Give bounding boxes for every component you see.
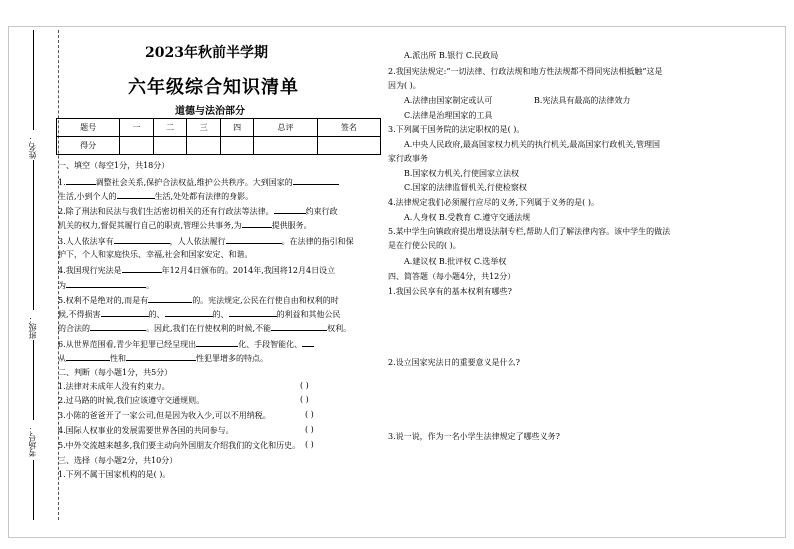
section-fill-blank-heading: 一、填空（每空1分，共18分） <box>58 161 170 170</box>
question-line <box>58 264 335 276</box>
question-text: 提供服务。 <box>271 221 312 230</box>
question-line <box>58 338 314 350</box>
question-text: 6.从世界范围看,青少年犯罪已经呈现出 <box>58 340 197 349</box>
question-text: 约束行政 <box>305 207 338 216</box>
score-table-header-row <box>57 119 381 137</box>
margin-line <box>33 30 34 130</box>
section-short-answer-heading: 四、简答题（每小题4分，共12分） <box>388 272 516 281</box>
short-answer-question: 1.我国公民享有的基本权利有哪些? <box>388 287 512 296</box>
answer-parentheses[interactable]: ( ) <box>305 440 314 449</box>
choice-option: A.中央人民政府,最高国家权力机关的执行机关,最高国家行政机关,管理国 <box>404 140 660 149</box>
answer-blank[interactable] <box>101 308 149 317</box>
score-header-cell: 三 <box>187 119 221 137</box>
question-text: 的。宪法规定,公民在行使自由和权利的时 <box>192 296 339 305</box>
score-header-cell: 二 <box>153 119 187 137</box>
choice-question: 是在行使公民的( )。 <box>388 241 461 250</box>
answer-blank[interactable] <box>66 279 146 288</box>
answer-blank[interactable] <box>122 264 162 273</box>
question-text: 性和 <box>110 354 126 363</box>
question-line <box>58 352 268 364</box>
choice-question: 2.我国宪法规定:“一切法律、行政法规和地方性法规都不得同宪法相抵触”这是 <box>388 67 663 76</box>
judge-question: 5.中外交流越来越多,我们要主动向外国朋友介绍我们的文化和历史。 <box>58 441 301 450</box>
score-cell[interactable] <box>220 137 254 155</box>
choice-option: C.法律是治理国家的工具 <box>404 111 493 120</box>
answer-blank[interactable] <box>242 219 272 228</box>
judge-question: 2.过马路的时候,我们应该遵守交通规则。 <box>58 396 205 405</box>
binding-margin <box>28 30 59 520</box>
judge-question: 3.小陈的爸爸开了一家公司,但是因为收入少,可以不用纳税。 <box>58 411 271 420</box>
question-line <box>58 279 154 291</box>
answer-blank[interactable] <box>165 308 213 317</box>
question-text: 权利。 <box>327 324 352 333</box>
score-cell[interactable] <box>254 137 317 155</box>
answer-parentheses[interactable]: ( ) <box>305 410 314 419</box>
question-text: 。因此,我们在行使权利的时候,不能 <box>146 324 272 333</box>
answer-blank[interactable] <box>302 338 314 347</box>
answer-blank[interactable] <box>196 338 238 347</box>
question-text: 2.除了刑法和民法与我们生活密切相关的还有行政法等法律。 <box>58 207 274 216</box>
score-cell[interactable] <box>153 137 187 155</box>
choice-question: 1.下列不属于国家机构的是( )。 <box>58 470 171 479</box>
question-text: 的、 <box>148 310 165 319</box>
question-text: 1. <box>58 178 66 187</box>
score-table-score-row <box>57 137 381 155</box>
question-text: 性犯罪增多的特点。 <box>196 354 268 363</box>
question-text: ，人人依法履行 <box>169 237 226 246</box>
question-line <box>58 219 312 231</box>
exam-number-label: 考场号： <box>28 425 37 457</box>
answer-blank[interactable] <box>114 235 170 244</box>
question-line: 护下，个人和家庭快乐、幸福,社会和国家安定、和谐。 <box>58 250 253 259</box>
question-line <box>58 205 338 217</box>
judge-question: 1.法律对未成年人没有约束力。 <box>58 382 170 391</box>
answer-blank[interactable] <box>274 205 306 214</box>
answer-parentheses[interactable]: ( ) <box>300 381 309 390</box>
choice-option: A.法律由国家制定或认可 <box>404 96 493 105</box>
short-answer-question: 2.设立国家宪法日的重要意义是什么? <box>388 358 520 367</box>
section-choice-heading: 三、选择（每小题2分，共10分） <box>58 456 178 465</box>
choice-question: 因为( )。 <box>388 81 421 90</box>
question-text: 的、 <box>212 310 229 319</box>
score-header-cell: 签名 <box>317 119 380 137</box>
choice-options: A.派出所 B.银行 C.民政局 <box>404 51 499 60</box>
answer-blank[interactable] <box>226 235 282 244</box>
class-label: 班级： <box>28 315 37 339</box>
margin-line <box>33 460 34 520</box>
score-cell[interactable] <box>187 137 221 155</box>
question-line <box>58 190 253 202</box>
answer-blank[interactable] <box>293 176 339 185</box>
short-answer-question: 3.说一说，作为一名小学生法律规定了哪些义务? <box>388 432 560 441</box>
question-text: 3.人人依法享有 <box>58 237 114 246</box>
choice-question: 3.下列属于国务院的法定职权的是( )。 <box>388 125 525 134</box>
question-line <box>58 308 341 320</box>
choice-options: A.建议权 B.批评权 C.选举权 <box>404 257 507 266</box>
question-text: 的合法的 <box>58 324 90 333</box>
exam-part-title: 道德与法治部分 <box>175 106 245 117</box>
question-line <box>58 176 339 188</box>
question-line <box>58 322 351 334</box>
section-true-false-heading: 二、判断（每小题1分，共5分） <box>58 368 173 377</box>
question-text: 调整社会关系,保护合法权益,维护公共秩序。大到国家的 <box>95 178 293 187</box>
answer-blank[interactable] <box>126 352 196 361</box>
answer-blank[interactable] <box>271 322 327 331</box>
question-text: 。在法律的指引和保 <box>281 237 354 246</box>
score-header-cell: 总评 <box>254 119 317 137</box>
answer-blank[interactable] <box>229 308 277 317</box>
question-text: 机关的权力,督促其履行自己的职责,管理公共事务,为 <box>58 221 242 230</box>
answer-parentheses[interactable]: ( ) <box>300 395 309 404</box>
choice-options: A.人身权 B.受教育 C.遵守交通法规 <box>404 213 531 222</box>
score-header-cell: 一 <box>120 119 154 137</box>
question-text: 5.权利不是绝对的,而是有 <box>58 296 149 305</box>
choice-option: C.国家的法律监督机关,行使检察权 <box>404 183 527 192</box>
question-text: 生活,小到个人的 <box>58 192 117 201</box>
margin-line <box>33 160 34 310</box>
answer-blank[interactable] <box>66 352 110 361</box>
score-cell[interactable] <box>120 137 154 155</box>
answer-blank[interactable] <box>66 176 96 185</box>
choice-question: 5.某中学生向镇政府提出增设法制专栏,帮助人们了解法律内容。该中学生的做法 <box>388 227 671 236</box>
question-text: 从 <box>58 354 66 363</box>
score-cell[interactable] <box>317 137 380 155</box>
question-text: 。 <box>146 281 154 290</box>
question-line <box>58 235 354 247</box>
answer-parentheses[interactable]: ( ) <box>305 425 314 434</box>
score-row-label: 得分 <box>57 137 120 155</box>
choice-option: B.国家权力机关,行使国家立法权 <box>404 169 519 178</box>
question-text: 为 <box>58 281 66 290</box>
choice-question: 4.法律规定我们必须履行应尽的义务,下列属于义务的是( )。 <box>388 198 599 207</box>
judge-question: 4.国际人权事业的发展需要世界各国的共同参与。 <box>58 426 234 435</box>
question-text: 年12月4日颁布的。2014年,我国将12月4日设立 <box>161 266 336 275</box>
question-text: 化、手段智能化、 <box>238 340 303 349</box>
exam-term-title: 2023年秋前半学期 <box>145 45 268 61</box>
score-table <box>56 118 381 155</box>
score-header-cell: 四 <box>220 119 254 137</box>
question-text: 候,不得损害 <box>58 310 101 319</box>
question-text: 4.我国现行宪法是 <box>58 266 122 275</box>
exam-main-title: 六年级综合知识清单 <box>128 77 299 98</box>
choice-option: 家行政事务 <box>388 154 428 163</box>
name-label: 姓名： <box>28 135 37 159</box>
question-text: 的利益和其他公民 <box>276 310 341 319</box>
question-line <box>58 294 339 306</box>
answer-blank[interactable] <box>148 294 192 303</box>
margin-line <box>33 340 34 420</box>
answer-blank[interactable] <box>90 322 146 331</box>
question-text: 生活,处处都有法律的身影。 <box>154 192 254 201</box>
choice-option: B.宪法具有最高的法律效力 <box>534 96 631 105</box>
score-header-cell: 题号 <box>57 119 120 137</box>
answer-blank[interactable] <box>117 190 155 199</box>
